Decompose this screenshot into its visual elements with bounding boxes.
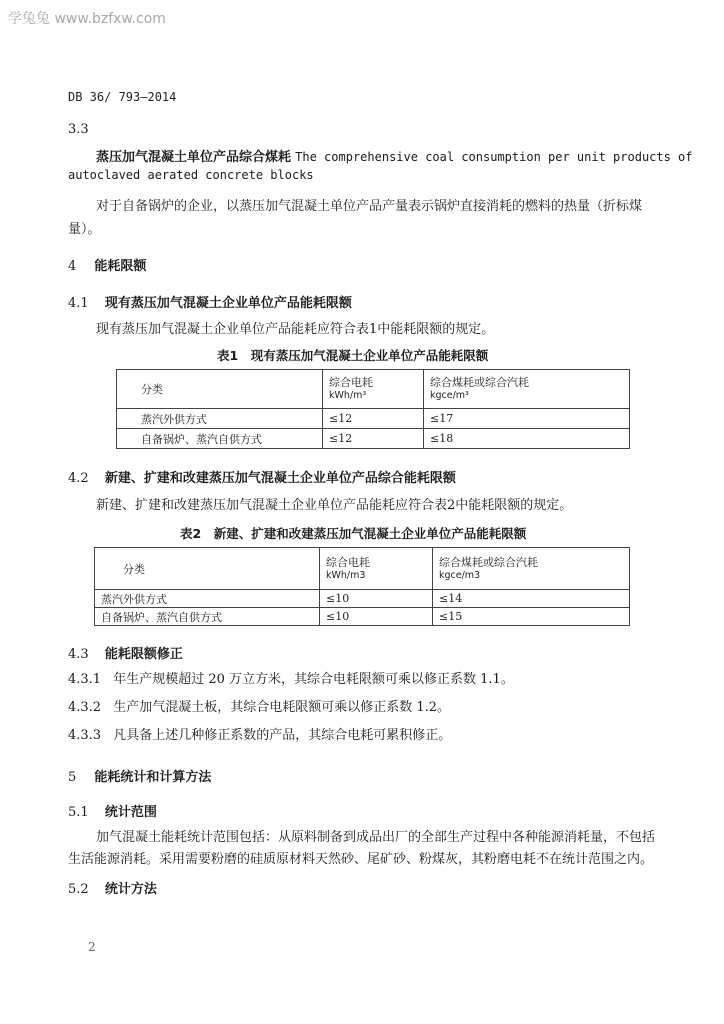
section-4-title: 能耗限额: [94, 259, 147, 274]
table-cell: ≤17: [424, 409, 630, 429]
section-5-1-title: 统计范围: [104, 805, 157, 820]
definition-line-2: 量）。: [68, 222, 101, 237]
table-row: [117, 409, 630, 429]
section-5-1-heading: [68, 801, 157, 820]
section-4-2-heading: [68, 467, 456, 486]
table-row: [95, 608, 630, 626]
section-5-1-text-1: 加气混凝土能耗统计范围包括：从原料制备到成品出厂的全部生产过程中各种能源消耗量，不包括: [96, 830, 656, 845]
section-5-number: 5: [68, 770, 77, 785]
table-row: [95, 590, 630, 608]
table-1-header-row: [117, 370, 630, 409]
table-cell: 蒸汽外供方式: [95, 590, 320, 608]
table-cell: 自备锅炉、蒸汽自供方式: [117, 429, 323, 449]
table-cell: ≤14: [433, 590, 630, 608]
section-4-1-heading: [68, 292, 352, 311]
table-cell: ≤12: [323, 429, 424, 449]
section-5-title: 能耗统计和计算方法: [94, 770, 212, 785]
document-id: DB 36/ 793—2014: [68, 90, 177, 104]
table-cell: ≤10: [320, 590, 433, 608]
table-2-header-category: 分类: [95, 548, 320, 590]
section-5-2-heading: [68, 878, 157, 897]
section-5-1-text-2: 生活能源消耗。采用需要粉磨的硅质原材料天然砂、尾矿砂、粉煤灰，其粉磨电耗不在统计范围之内。: [68, 852, 654, 867]
table-2: [94, 547, 630, 626]
table-1-header-electricity: 综合电耗 kWh/m³: [323, 370, 424, 409]
section-4-1-number: 4.1: [68, 296, 89, 311]
table-1-header-coal: 综合煤耗或综合汽耗 kgce/m³: [424, 370, 630, 409]
section-4-3-1-text: 年生产规模超过 20 万立方米，其综合电耗限额可乘以修正系数 1.1。: [113, 672, 514, 687]
section-4-3-3-number: 4.3.3: [68, 728, 102, 743]
term-english-2: autoclaved aerated concrete blocks: [68, 168, 314, 182]
section-3-3-number: 3.3: [68, 122, 89, 137]
section-4-2-number: 4.2: [68, 471, 89, 486]
table-2-header-row: [95, 548, 630, 590]
section-4-heading: [68, 255, 146, 274]
section-4-3-1: [68, 668, 514, 687]
term-line-1: [96, 146, 693, 165]
section-5-1-number: 5.1: [68, 805, 89, 820]
section-4-2-title: 新建、扩建和改建蒸压加气混凝土企业单位产品综合能耗限额: [104, 471, 456, 486]
section-4-3-heading: [68, 643, 183, 662]
section-4-1-title: 现有蒸压加气混凝土企业单位产品能耗限额: [104, 296, 352, 311]
table-2-header-coal: 综合煤耗或综合汽耗 kgce/m3: [433, 548, 630, 590]
table-2-header-electricity: 综合电耗 kWh/m3: [320, 548, 433, 590]
section-5-2-title: 统计方法: [104, 882, 157, 897]
table-1: [116, 369, 630, 449]
definition-line-1: 对于自备锅炉的企业，以蒸压加气混凝土单位产品产量表示锅炉直接消耗的燃料的热量（折标煤: [96, 199, 643, 214]
section-4-1-text: 现有蒸压加气混凝土企业单位产品能耗应符合表1中能耗限额的规定。: [96, 322, 495, 337]
section-5-heading: [68, 766, 211, 785]
section-4-3-1-number: 4.3.1: [68, 672, 102, 687]
section-4-3-number: 4.3: [68, 647, 89, 662]
table-1-caption: 表1 现有蒸压加气混凝土企业单位产品能耗限额: [217, 348, 489, 363]
section-4-3-2-text: 生产加气混凝土板，其综合电耗限额可乘以修正系数 1.2。: [113, 700, 451, 715]
section-4-2-text: 新建、扩建和改建蒸压加气混凝土企业单位产品能耗应符合表2中能耗限额的规定。: [96, 498, 573, 513]
table-cell: ≤12: [323, 409, 424, 429]
section-4-3-2: [68, 696, 450, 715]
watermark: 学兔兔 www.bzfxw.com: [8, 11, 166, 27]
section-4-3-3-text: 凡具备上述几种修正系数的产品，其综合电耗可累积修正。: [113, 728, 452, 743]
table-2-caption: 表2 新建、扩建和改建蒸压加气混凝土企业单位产品能耗限额: [180, 526, 527, 541]
term-english-1: The comprehensive coal consumption per unit products of: [295, 150, 693, 164]
section-4-3-2-number: 4.3.2: [68, 700, 102, 715]
table-cell: ≤10: [320, 608, 433, 626]
page-number: 2: [88, 940, 96, 954]
section-5-2-number: 5.2: [68, 882, 89, 897]
table-cell: 自备锅炉、蒸汽自供方式: [95, 608, 320, 626]
term-chinese: 蒸压加气混凝土单位产品综合煤耗: [96, 150, 292, 165]
table-1-header-category: 分类: [117, 370, 323, 409]
table-cell: ≤18: [424, 429, 630, 449]
table-cell: ≤15: [433, 608, 630, 626]
table-row: [117, 429, 630, 449]
section-4-3-title: 能耗限额修正: [104, 647, 183, 662]
section-4-3-3: [68, 724, 451, 743]
table-cell: 蒸汽外供方式: [117, 409, 323, 429]
section-4-number: 4: [68, 259, 77, 274]
